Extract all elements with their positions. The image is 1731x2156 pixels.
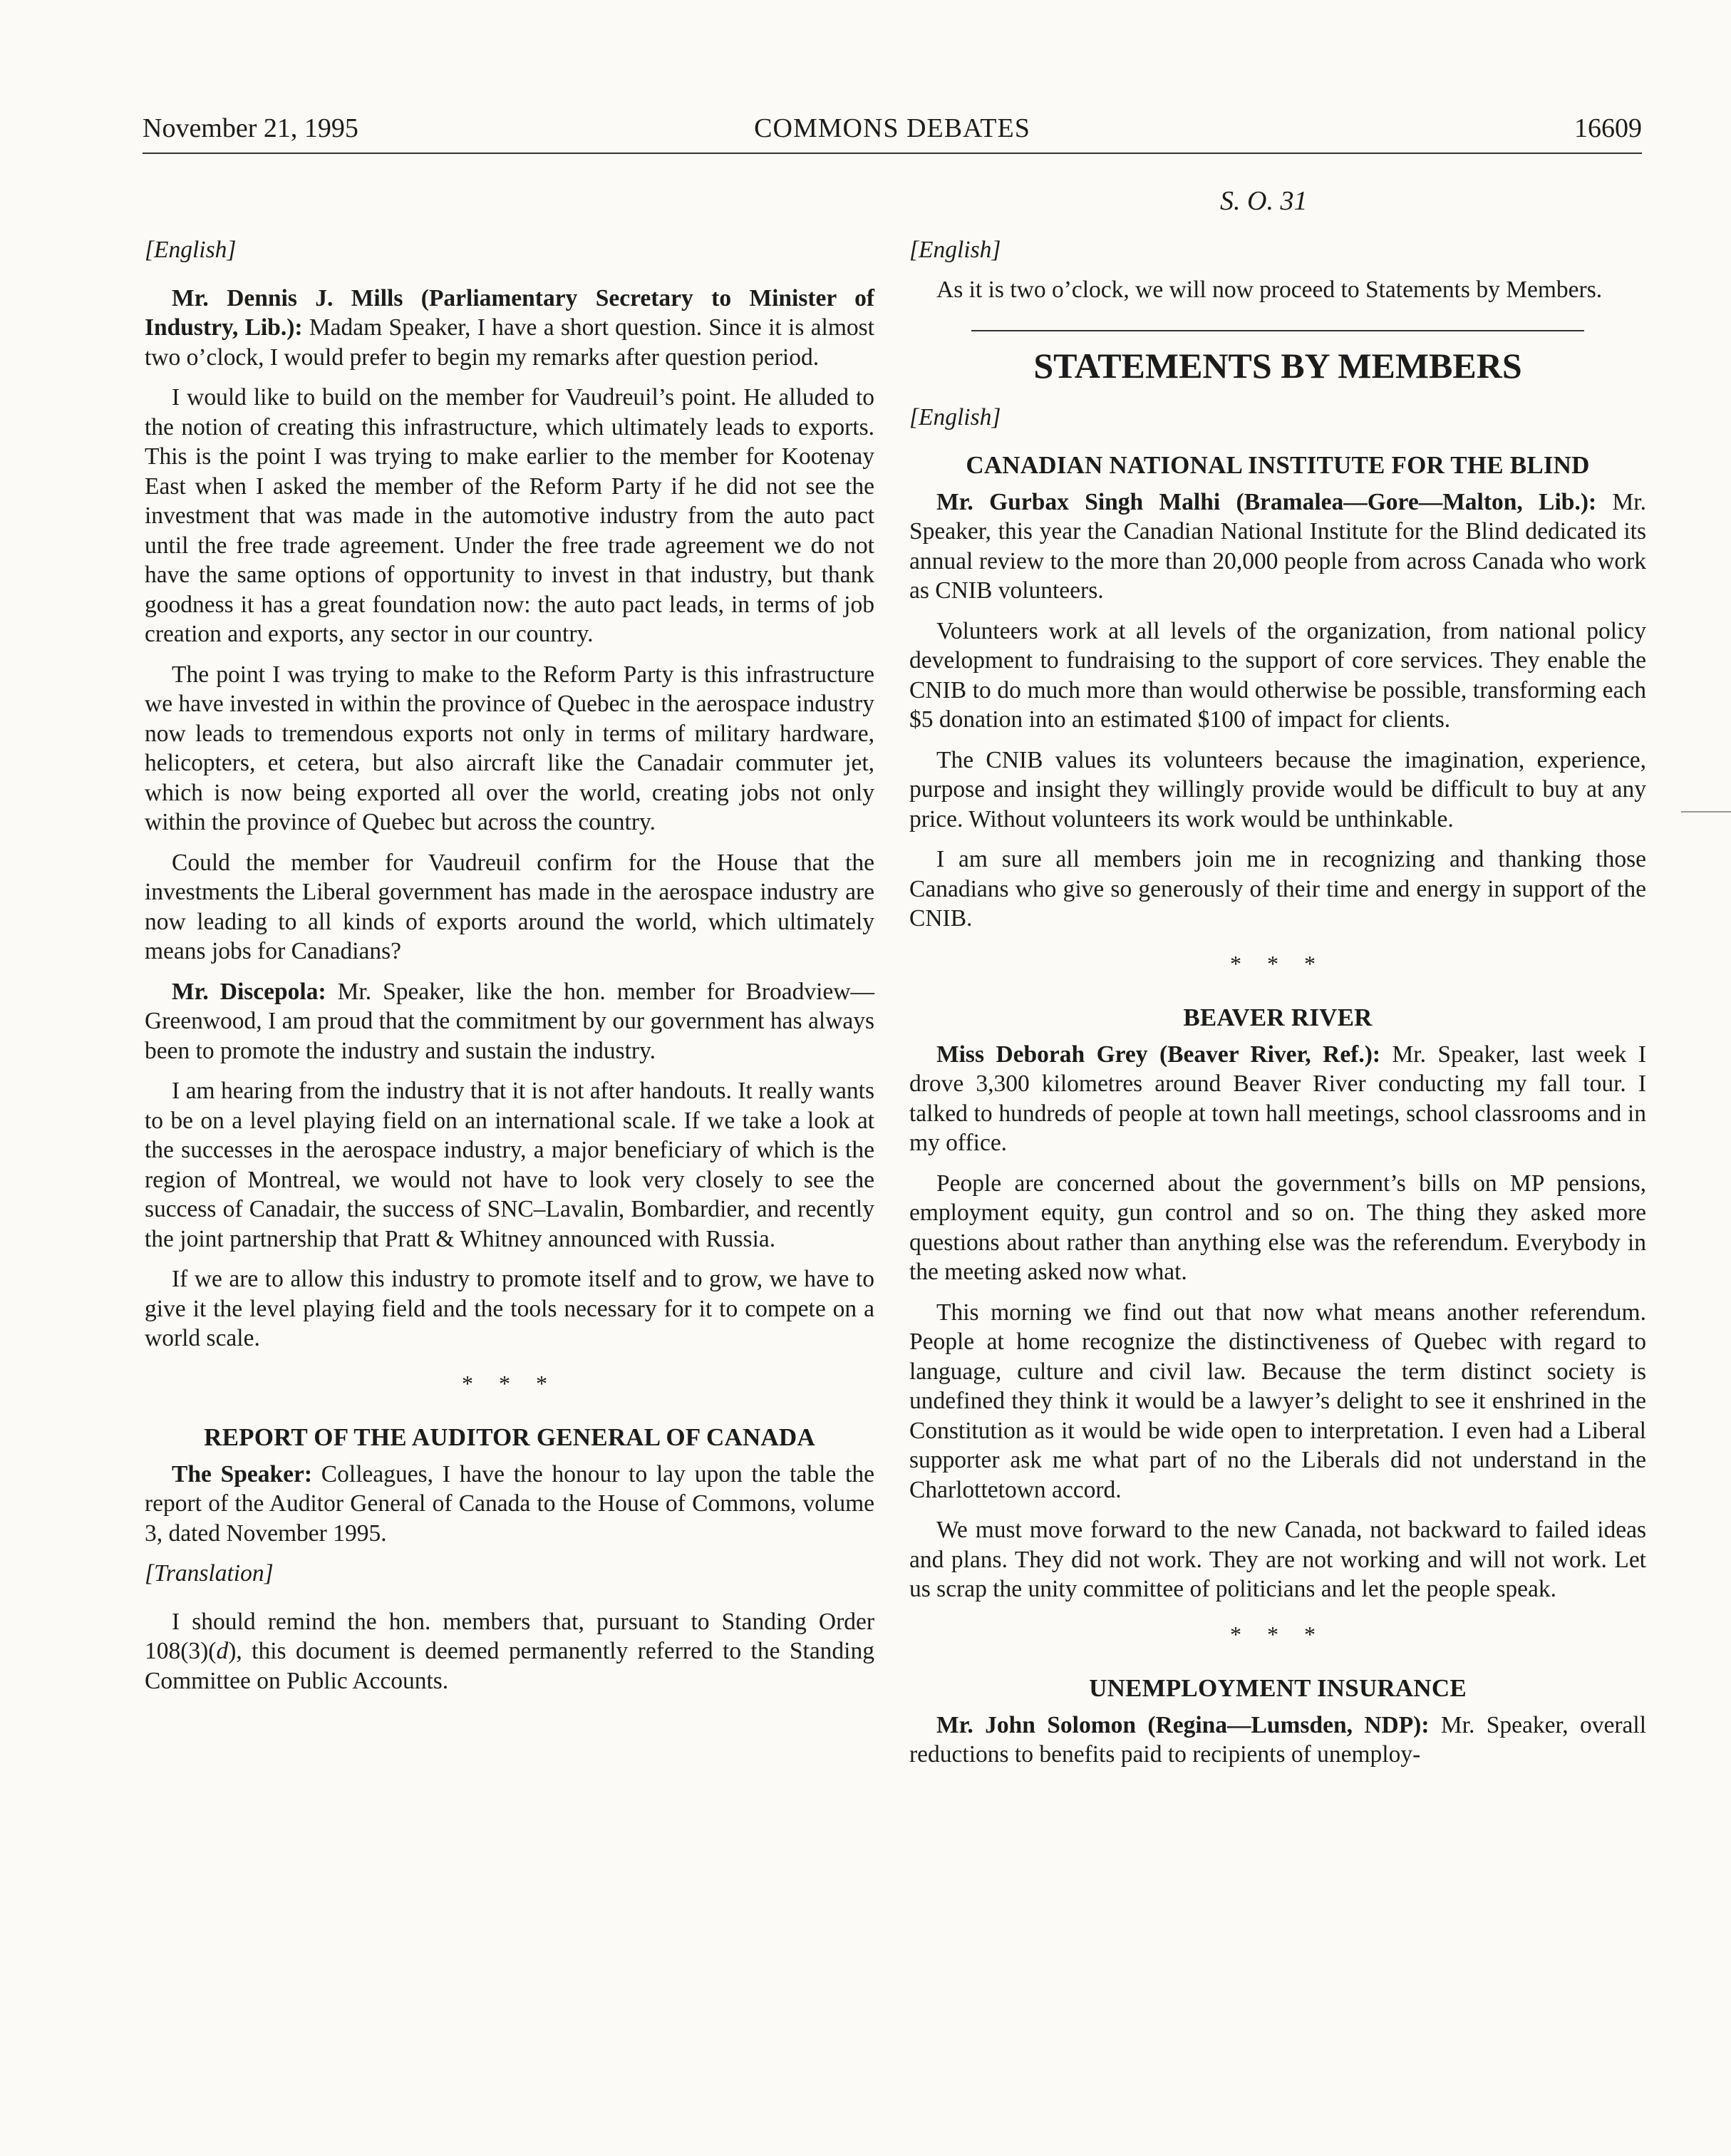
section-heading: BEAVER RIVER xyxy=(1183,1004,1373,1031)
header-page-number: 16609 xyxy=(1574,113,1642,143)
speech-text: Mr. Speaker, overall reductions to benefits paid to recipients of unemploy- xyxy=(909,1711,1647,1768)
section-separator: * * * xyxy=(462,1370,557,1396)
speech-text: ), this document is deemed permanently referred to the Standing Committee on Public Accounts. xyxy=(145,1638,874,1694)
speech-text: I should remind the hon. members that, pursuant to Standing Order 108(3)( xyxy=(145,1608,874,1664)
speech-text: Mr. Speaker, last week I drove 3,300 kilometres around Beaver River conducting my fall tour. I talked to hundreds of people at town hall meetings, school classrooms and in my office. xyxy=(909,1041,1646,1156)
speech-text: Colleagues, I have the honour to lay upon the table the report of the Auditor General of Canada to the House of Commons, volume 3, dated November 1995. xyxy=(145,1460,874,1547)
speaker-name: Mr. Dennis J. Mills (Parliamentary Secretary to Minister of Industry, Lib.): xyxy=(145,284,874,341)
paragraph xyxy=(145,284,874,373)
language-tag: [English] xyxy=(145,237,237,263)
header-title: COMMONS DEBATES xyxy=(754,113,1030,143)
scan-edge-mark xyxy=(1681,811,1731,813)
paragraph: We must move forward to the new Canada, not backward to failed ideas and plans. They did not work. They are not working and will not work. Let us scrap the unity committee of politicians and let the people speak. xyxy=(909,1517,1646,1602)
paragraph: The CNIB values its volunteers because the imagination, experience, purpose and insight they willingly provide would be difficult to buy at any price. Without volunteers its work would be unthinkable. xyxy=(909,746,1646,832)
section-heading: REPORT OF THE AUDITOR GENERAL OF CANADA xyxy=(204,1423,815,1451)
paragraph: I am hearing from the industry that it is not after handouts. It really wants to be on a level playing field on an international scale. If we take a look at the successes in the aerospace industry, a major beneficiary of which is the region of Montreal, we would not have to look very closely to see the success of Canadair, the success of SNC–Lavalin, Bombardier, and recently the joint partnership that Pratt & Whitney announced with Russia. xyxy=(145,1078,874,1252)
paragraph: If we are to allow this industry to promote itself and to grow, we have to give it the level playing field and the tools necessary for it to compete on a world scale. xyxy=(145,1266,874,1351)
paragraph: I would like to build on the member for Vaudreuil’s point. He alluded to the notion of creating this infrastructure, which ultimately leads to exports. This is the point I was trying to make earlier to the member for Kootenay East when I asked the member of the Reform Party if he did not see the investment that was made in the automotive industry from the auto pact until the free trade agreement. Under the free trade agreement we do not have the same options of opportunity to invest in that industry, but thank goodness it has a great foundation now: the auto pact leads, in terms of job creation and exports, any sector in our country. xyxy=(145,384,874,647)
speech-text-italic: d xyxy=(216,1638,229,1664)
paragraph xyxy=(145,977,874,1066)
paragraph xyxy=(909,1040,1646,1158)
header-date: November 21, 1995 xyxy=(143,113,358,143)
paragraph: This morning we find out that now what means another referendum. People at home recognize the distinctiveness of Quebec with regard to language, culture and civil law. Because the term distinct society is undefined they think it would be a lawyer’s delight to see it enshrined in the Constitution as it would be wide open to interpretation. I even had a Liberal supporter ask me what part of no the Liberals did not understand in the Charlottetown accord. xyxy=(909,1299,1646,1503)
speaker-name: Miss Deborah Grey (Beaver River, Ref.): xyxy=(936,1041,1381,1068)
paragraph: As it is two o’clock, we will now proceed to Statements by Members. xyxy=(936,276,1603,303)
page-header xyxy=(143,113,1642,154)
section-separator: * * * xyxy=(1230,950,1326,976)
paragraph: Could the member for Vaudreuil confirm for the House that the investments the Liberal government has made in the aerospace industry are now leading to all kinds of exports around the world, which ultimately means jobs for Canadians? xyxy=(145,849,874,964)
paragraph xyxy=(145,1607,874,1696)
speech-text: Mr. Speaker, this year the Canadian National Institute for the Blind dedicated its annual review to the more than 20,000 people from across Canada who work as CNIB volunteers. xyxy=(909,488,1646,604)
right-column xyxy=(909,235,1646,1780)
horizontal-rule xyxy=(971,330,1584,331)
paragraph xyxy=(909,1711,1646,1770)
section-heading: CANADIAN NATIONAL INSTITUTE FOR THE BLIND xyxy=(966,451,1590,479)
language-tag: [Translation] xyxy=(145,1560,274,1587)
paragraph: People are concerned about the government’s bills on MP pensions, employment equity, gun control and so on. The thing they asked more questions about rather than anything else was the referendum. Everybody in the meeting asked now what. xyxy=(909,1170,1646,1285)
language-tag: [English] xyxy=(909,403,1001,430)
section-separator: * * * xyxy=(1230,1621,1326,1647)
paragraph: I am sure all members join me in recognizing and thanking those Canadians who give so generously of their time and energy in support of the CNIB. xyxy=(909,846,1646,932)
paragraph xyxy=(909,488,1646,606)
section-heading: UNEMPLOYMENT INSURANCE xyxy=(1089,1674,1467,1702)
speaker-name: Mr. Gurbax Singh Malhi (Bramalea—Gore—Malton, Lib.): xyxy=(936,488,1597,515)
speech-text: Mr. Speaker, like the hon. member for Broadview—Greenwood, I am proud that the commitment by our government has always been to promote the industry and sustain the industry. xyxy=(145,978,874,1064)
paragraph xyxy=(145,1460,874,1549)
paragraph: The point I was trying to make to the Reform Party is this infrastructure we have invested in within the province of Quebec in the aerospace industry now leads to tremendous exports not only in terms of military hardware, helicopters, et cetera, but also aircraft like the Canadair commuter jet, which is now being exported all over the world, creating jobs not only within the province of Quebec but across the country. xyxy=(145,661,874,835)
speaker-name: Mr. Discepola: xyxy=(172,978,326,1005)
speech-text: Madam Speaker, I have a short question. Since it is almost two o’clock, I would prefer to begin my remarks after question period. xyxy=(145,314,874,371)
speaker-name: Mr. John Solomon (Regina—Lumsden, NDP): xyxy=(936,1711,1430,1738)
language-tag: [English] xyxy=(909,237,1001,263)
speaker-name: The Speaker: xyxy=(172,1460,313,1487)
paragraph: Volunteers work at all levels of the organization, from national policy development to fundraising to the support of core services. They enable the CNIB to do much more than would otherwise be possible, transforming each $5 donation into an estimated $100 of impact for clients. xyxy=(909,617,1646,733)
standing-order-label: S. O. 31 xyxy=(1220,186,1308,216)
section-title: STATEMENTS BY MEMBERS xyxy=(1033,346,1522,386)
left-column xyxy=(145,235,874,1706)
